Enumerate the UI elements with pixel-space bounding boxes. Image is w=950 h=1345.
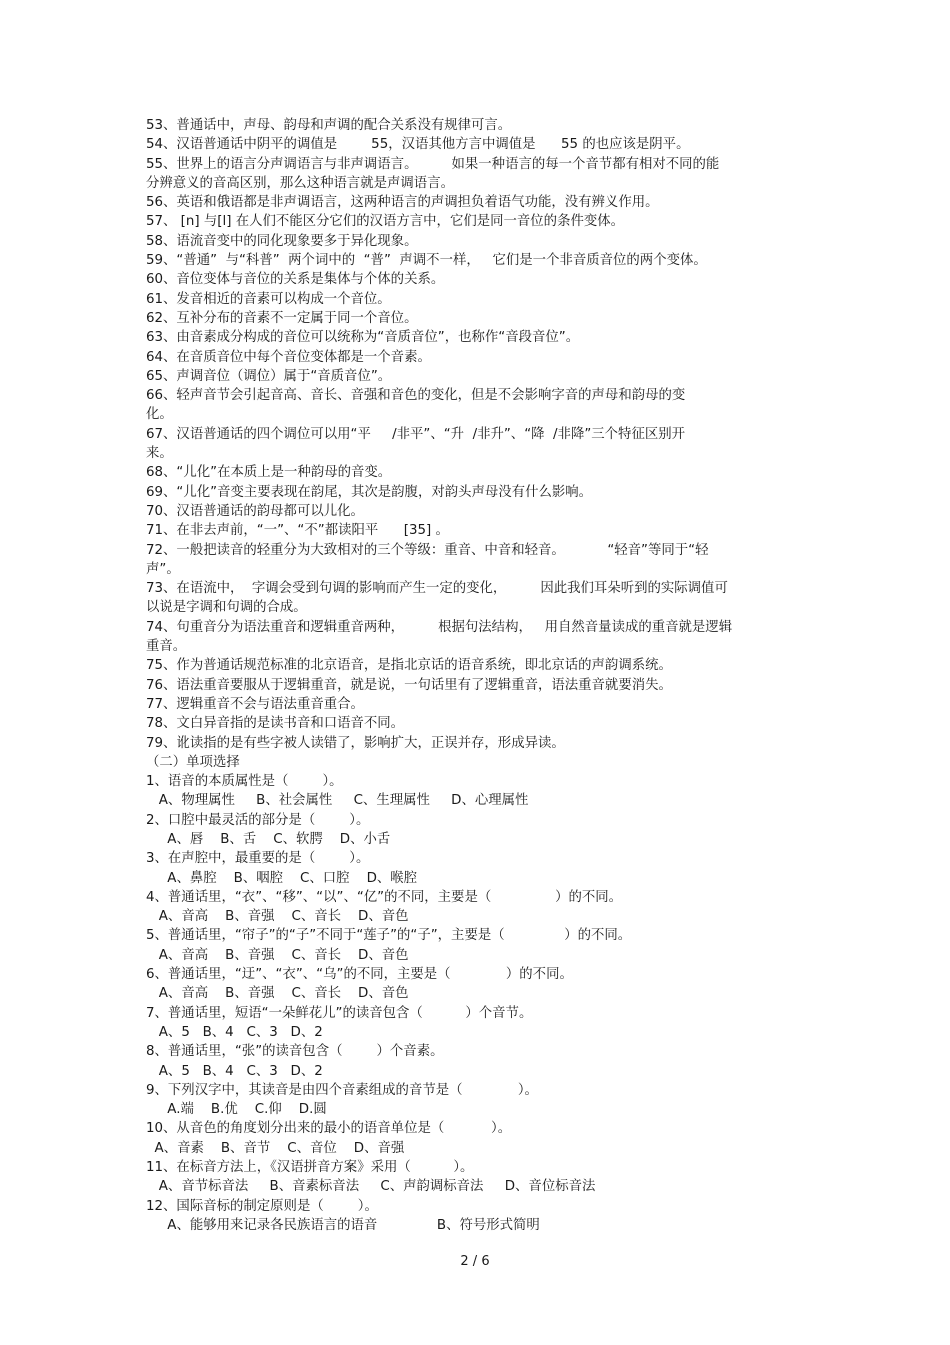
- text-line: A、音节标音法 B、音素标音法 C、声韵调标音法 D、音位标音法: [146, 1179, 596, 1195]
- text-line: 74、句重音分为语法重音和逻辑重音两种， 根据句法结构， 用自然音量读成的重音就是逻辑: [146, 619, 733, 635]
- text-line: 53、普通话中，声母、韵母和声调的配合关系没有规律可言。: [146, 118, 512, 133]
- text-line: 化。: [146, 407, 173, 423]
- text-line: 78、文白异音指的是读书音和口语音不同。: [146, 716, 405, 732]
- text-line: 63、由音素成分构成的音位可以统称为“音质音位”，也称作“音段音位”。: [146, 330, 580, 346]
- text-line: 以说是字调和句调的合成。: [146, 600, 307, 616]
- text-line: A、5 B、4 C、3 D、2: [146, 1024, 323, 1040]
- text-line: 76、语法重音要服从于逻辑重音，就是说，一句话里有了逻辑重音，语法重音就要消失。: [146, 677, 672, 693]
- text-line: 分辨意义的音高区别，那么这种语言就是声调语言。: [146, 175, 454, 191]
- text-line: 3、在声腔中，最重要的是（ ）。: [146, 851, 370, 867]
- text-line: 5、普通话里，“帘子”的“子”不同于“莲子”的“子”，主要是（ ）的不同。: [146, 928, 632, 944]
- text-line: 来。: [146, 446, 173, 462]
- text-line: 73、在语流中， 字调会受到句调的影响而产生一定的变化， 因此我们耳朵听到的实际调值可: [146, 581, 728, 597]
- text-line: A、唇 B、舌 C、软腭 D、小舌: [146, 831, 391, 847]
- text-line: 79、讹读指的是有些字被人读错了，影响扩大，正误并存，形成异读。: [146, 735, 565, 751]
- text-line: 6、普通话里，“迂”、“衣”、“乌”的不同，主要是（ ）的不同。: [146, 967, 573, 983]
- text-line: 70、汉语普通话的韵母都可以儿化。: [146, 503, 364, 519]
- text-line: 57、 [n] 与[l] 在人们不能区分它们的汉语方言中，它们是同一音位的条件变体。: [146, 214, 625, 230]
- text-line: A、音素 B、音节 C、音位 D、音强: [146, 1140, 405, 1156]
- text-line: A、音高 B、音强 C、音长 D、音色: [146, 909, 409, 925]
- text-line: 62、互补分布的音素不一定属于同一个音位。: [146, 310, 418, 326]
- text-line: 69、“儿化”音变主要表现在韵尾，其次是韵腹，对韵头声母没有什么影响。: [146, 484, 593, 500]
- text-line: 10、从音色的角度划分出来的最小的语音单位是（ ）。: [146, 1121, 512, 1137]
- text-line: 8、普通话里，“张”的读音包含（ ）个音素。: [146, 1044, 444, 1060]
- document-body: [146, 116, 796, 1235]
- text-line: 75、作为普通话规范标准的北京语音，是指北京话的语音系统，即北京话的声韵调系统。: [146, 658, 672, 674]
- text-line: 56、英语和俄语都是非声调语言，这两种语言的声调担负着语气功能，没有辨义作用。: [146, 195, 659, 211]
- text-line: 66、轻声音节会引起音高、音长、音强和音色的变化，但是不会影响字音的声母和韵母的变: [146, 388, 686, 404]
- text-line: A、音高 B、音强 C、音长 D、音色: [146, 986, 409, 1002]
- text-line: 59、“普通” 与“科普” 两个词中的 “普” 声调不一样， 它们是一个非音质音位的两个变体。: [146, 253, 707, 269]
- text-line: 64、在音质音位中每个音位变体都是一个音素。: [146, 349, 431, 365]
- text-line: 7、普通话里，短语“一朵鲜花儿”的读音包含（ ）个音节。: [146, 1005, 533, 1021]
- text-line: 12、国际音标的制定原则是（ ）。: [146, 1198, 378, 1214]
- text-line: 61、发音相近的音素可以构成一个音位。: [146, 291, 391, 307]
- text-line: 58、语流音变中的同化现象要多于异化现象。: [146, 233, 418, 249]
- text-line: 71、在非去声前，“一”、“不”都读阳平 [35] 。: [146, 523, 449, 539]
- text-line: 68、“儿化”在本质上是一种韵母的音变。: [146, 465, 392, 481]
- text-line: 77、逻辑重音不会与语法重音重合。: [146, 696, 364, 712]
- text-line: 60、音位变体与音位的关系是集体与个体的关系。: [146, 272, 445, 288]
- text-line: A、鼻腔 B、咽腔 C、口腔 D、喉腔: [146, 870, 418, 886]
- text-line: （二）单项选择: [146, 754, 240, 770]
- text-line: A、能够用来记录各民族语言的语音 B、符号形式简明: [146, 1217, 540, 1233]
- text-line: 11、在标音方法上，《汉语拼音方案》采用（ ）。: [146, 1160, 474, 1176]
- text-line: 声”。: [146, 561, 180, 577]
- page-number: 2 / 6: [460, 1254, 490, 1269]
- text-line: 65、声调音位（调位）属于“音质音位”。: [146, 368, 392, 384]
- text-line: 4、普通话里，“衣”、“移”、“以”、“亿”的不同，主要是（ ）的不同。: [146, 889, 623, 905]
- text-line: A.端 B.优 C.仰 D.圆: [146, 1102, 327, 1118]
- text-line: A、物理属性 B、社会属性 C、生理属性 D、心理属性: [146, 793, 529, 809]
- text-line: 67、汉语普通话的四个调位可以用“平 /非平”、“升 /非升”、“降 /非降”三个特征区别开: [146, 426, 686, 442]
- text-line: 55、世界上的语言分声调语言与非声调语言。 如果一种语言的每一个音节都有相对不同的能: [146, 156, 720, 172]
- text-line: 9、下列汉字中，其读音是由四个音素组成的音节是（ ）。: [146, 1082, 538, 1098]
- text-line: 72、一般把读音的轻重分为大致相对的三个等级：重音、中音和轻音。 “轻音”等同于“轻: [146, 542, 709, 558]
- text-line: A、音高 B、音强 C、音长 D、音色: [146, 947, 409, 963]
- text-line: 2、口腔中最灵活的部分是（ ）。: [146, 812, 370, 828]
- text-line: 重音。: [146, 639, 187, 655]
- text-line: A、5 B、4 C、3 D、2: [146, 1063, 323, 1079]
- text-line: 1、语音的本质属性是（ ）。: [146, 774, 343, 790]
- text-line: 54、汉语普通话中阴平的调值是 55，汉语其他方言中调值是 55 的也应该是阴平。: [146, 137, 690, 153]
